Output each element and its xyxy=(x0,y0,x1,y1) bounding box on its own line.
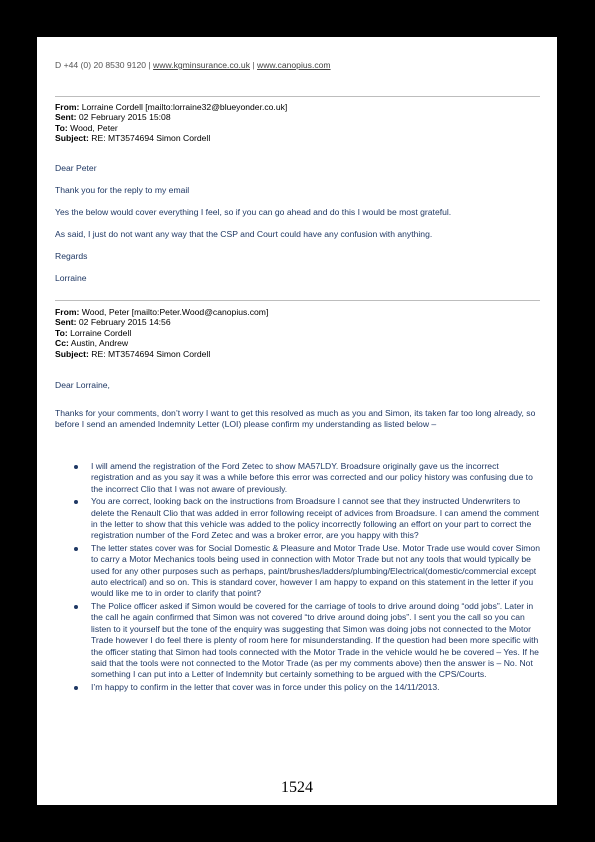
email2-subject-row xyxy=(55,349,268,359)
kgm-link[interactable]: www.kgminsurance.co.uk xyxy=(153,60,250,70)
email1-body-signature: Lorraine xyxy=(55,273,87,283)
email1-to: Wood, Peter xyxy=(70,122,118,133)
email1-body-cover: Yes the below would cover everything I feel, so if you can go ahead and do this I would be most grateful. xyxy=(55,207,452,217)
email2-from-row xyxy=(55,307,268,317)
list-item xyxy=(55,543,543,600)
cc-label: Cc: xyxy=(55,338,69,349)
list-item-text: You are correct, looking back on the instructions from Broadsure I cannot see that they instructed Underwriters to delete the Renault Clio that was added in error following receipt of advices from Broadsure. I can amend the comment in the letter to show that this vehicle was added to the policy incorrectly following an effort on your part to correct the registration number of the Ford Zetec and was a broker error, are you happy with this? xyxy=(91,496,540,541)
email2-header xyxy=(55,307,268,359)
bullet-icon xyxy=(74,500,78,504)
email2-cc-row xyxy=(55,338,268,348)
divider xyxy=(55,300,540,301)
subject-label: Subject: xyxy=(55,348,89,359)
email1-to-row xyxy=(55,123,287,133)
email2-sent-row xyxy=(55,317,268,327)
to-label: To: xyxy=(55,122,68,133)
email2-to-row xyxy=(55,328,268,338)
canopius-link[interactable]: www.canopius.com xyxy=(257,60,331,70)
list-item-text: The letter states cover was for Social Domestic & Pleasure and Motor Trade Use. Motor Trade use would cover Simon to carry a Motor Mechanics tools being used in connection with Motor Trade but not any tools that would typically be used for any other purposes such as perhaps, paint/brushes/ladders/plumbing/Electrical(domestic/commercial except auto electrical) and so on. This is standard cover, however I am happy to expand on this statement in the letter if you would like me to in order to clarify that point? xyxy=(91,542,540,599)
bullet-icon xyxy=(74,686,78,690)
document-page xyxy=(37,37,557,805)
divider xyxy=(55,96,540,97)
list-item xyxy=(55,682,543,693)
email1-subject: RE: MT3574694 Simon Cordell xyxy=(91,133,211,144)
email1-body-confusion: As said, I just do not want any way that the CSP and Court could have any confusion with anything. xyxy=(55,229,433,239)
to-label: To: xyxy=(55,327,68,338)
email2-from: Wood, Peter [mailto:Peter.Wood@canopius.com] xyxy=(81,307,269,317)
from-label: From: xyxy=(55,102,80,112)
email2-to: Lorraine Cordell xyxy=(70,327,132,338)
email1-body-thanks: Thank you for the reply to my email xyxy=(55,185,190,195)
separator: | xyxy=(252,60,255,70)
email1-body-regards: Regards xyxy=(55,251,88,261)
list-item-text: I will amend the registration of the Ford Zetec to show MA57LDY. Broadsure originally gave us the incorrect registration and as you say it was a while before this error was corrected and our policy history was confusing due to the incorrect Clio that I was not aware of previously. xyxy=(91,461,533,494)
bullet-icon xyxy=(74,605,78,609)
from-label: From: xyxy=(55,307,80,317)
contact-line xyxy=(55,60,331,70)
email1-sent-row xyxy=(55,112,287,122)
email1-from: Lorraine Cordell [mailto:lorraine32@blueyonder.co.uk] xyxy=(81,102,288,112)
sent-label: Sent: xyxy=(55,112,77,123)
email1-from-row xyxy=(55,102,287,112)
phone-number: D +44 (0) 20 8530 9120 | xyxy=(55,60,151,70)
list-item xyxy=(55,601,543,681)
bullet-icon xyxy=(74,547,78,551)
email2-sent: 02 February 2015 14:56 xyxy=(78,317,171,328)
list-item xyxy=(55,496,543,542)
list-item-text: I’m happy to confirm in the letter that cover was in force under this policy on the 14/11/2013. xyxy=(91,681,440,692)
email2-greeting: Dear Lorraine, xyxy=(55,380,110,390)
sent-label: Sent: xyxy=(55,317,77,328)
bullet-icon xyxy=(74,465,78,469)
email2-subject: RE: MT3574694 Simon Cordell xyxy=(91,348,211,359)
email2-intro: Thanks for your comments, don’t worry I want to get this resolved as much as you and Simon, its taken far too long already, so before I send an amended Indemnity Letter (LOI) please confirm my understanding as listed below – xyxy=(55,408,536,429)
list-item xyxy=(55,461,543,495)
subject-label: Subject: xyxy=(55,133,89,144)
understanding-list xyxy=(55,461,543,694)
email1-body-greeting: Dear Peter xyxy=(55,163,97,173)
page-number: 1524 xyxy=(281,779,313,796)
email1-sent: 02 February 2015 15:08 xyxy=(78,112,171,123)
email2-cc: Austin, Andrew xyxy=(70,338,129,349)
list-item-text: The Police officer asked if Simon would be covered for the carriage of tools to drive around doing “odd jobs”. Later in the call he again confirmed that Simon was not covered “to drive around doing jobs”. I sent you the call so you can listen to it yourself but the tone of the enquiry was suggesting that Simon was doing jobs not connected to the Motor Trade however I do feel there is plenty of room here for misunderstanding. If the question had been more specific with the officer stating that Simon had tools connected with the Motor Trade in the vehicle would he be covered – Yes. If he said that the tools were not connected to the Motor Trade (as per my comments above) then the answer is – No. Not something I can put into a Letter of Indemnity but certainly something to be argued with the CPS/Courts. xyxy=(91,600,539,680)
email1-header xyxy=(55,102,287,144)
email1-subject-row xyxy=(55,133,287,143)
